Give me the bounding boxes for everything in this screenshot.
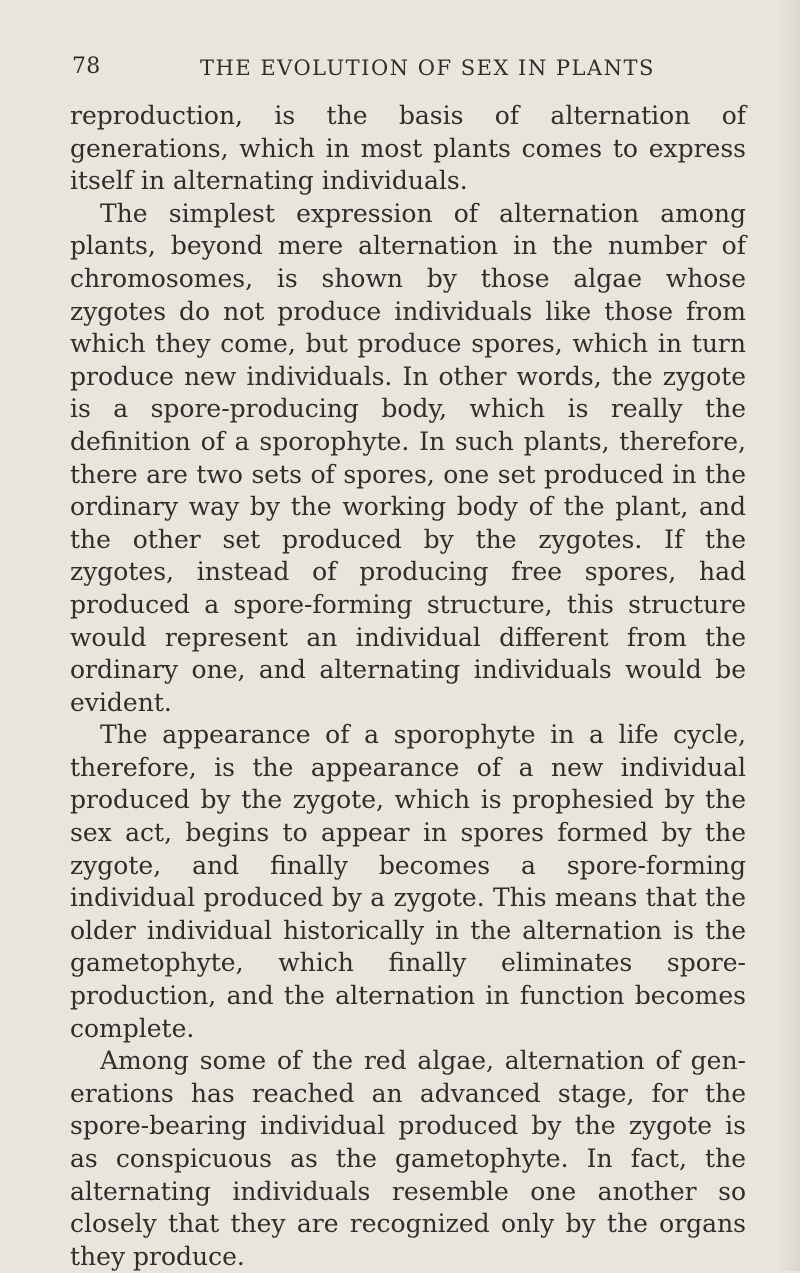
page-header xyxy=(72,54,732,90)
paragraph: The simplest expression of alternation among plants, beyond mere alternation in the number of chromosomes, is shown by those algae whose zygotes do not produce individuals like those from which they come, but produce spores, which in turn produce new individuals. In other words, the zygote is a spore-producing body, which is really the definition of a sporophyte. In such plants, therefore, there are two sets of spores, one set produced in the ordinary way by the working body of the plant, and the other set produced by the zygotes. If the zygotes, instead of producing free spores, had produced a spore-forming structure, this structure would represent an individual different from the ordinary one, and alternating individuals would be evident. xyxy=(70,198,746,717)
running-head: THE EVOLUTION OF SEX IN PLANTS xyxy=(200,56,655,80)
paragraph: The appearance of a sporophyte in a life cycle, therefore, is the appearance of a new individual produced by the zygote, which is prophesied by the sex act, begins to appear in spores formed by the zygote, and finally becomes a spore-forming individual produced by a zygote. This means that the older individual historically in the alternation is the gametophyte, which finally eliminates spore-production, and the alternation in function becomes complete. xyxy=(70,720,746,1043)
paragraph: reproduction, is the basis of alternation of generations, which in most plants comes to express itself in alternating individuals. xyxy=(70,101,746,196)
body-text xyxy=(70,100,746,1273)
page-edge-shadow xyxy=(778,0,800,1271)
paragraph: Among some of the red algae, alternation of generations has reached an advanced stage, for the spore-bearing individual produced by the zygote is as conspicuous as the gametophyte. In fact, the alternating individuals resemble one another so closely that they are recognized only by the organs they produce. xyxy=(70,1046,746,1271)
page-number: 78 xyxy=(72,54,101,79)
